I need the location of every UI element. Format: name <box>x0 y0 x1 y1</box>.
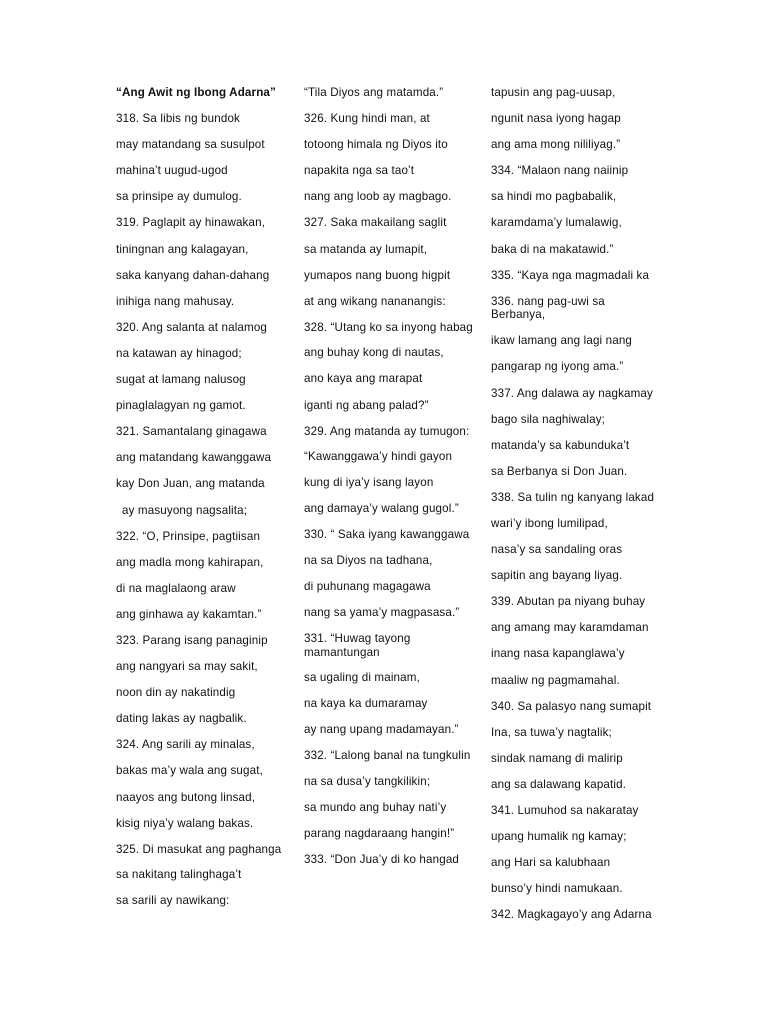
stanza-line: 342. Magkagayo’y ang Adarna <box>491 908 652 922</box>
stanza-line: di puhunang magagawa <box>304 580 431 593</box>
stanza-line: sa mundo ang buhay nati’y <box>304 801 447 815</box>
stanza-line: 325. Di masukat ang paghanga <box>116 842 282 856</box>
stanza-line: 335. “Kaya nga magmadali ka <box>491 268 650 282</box>
stanza-line: dating lakas ay nagbalik. <box>116 712 247 726</box>
stanza-line: ang damaya’y walang gugol.” <box>304 502 459 516</box>
stanza-line: ikaw lamang ang lagi nang <box>491 334 633 348</box>
stanza-line: 327. Saka makailang saglit <box>304 216 447 230</box>
stanza-line: ang Hari sa kalubhaan <box>491 856 611 870</box>
stanza-line: 331. “Huwag tayong mamantungan <box>304 632 411 659</box>
stanza-line: 341. Lumuhod sa nakaratay <box>491 804 639 818</box>
stanza-line: matanda’y sa kabunduka’t <box>491 438 630 452</box>
stanza-line: naayos ang butong linsad, <box>116 790 256 804</box>
stanza-line: sa Berbanya si Don Juan. <box>491 464 628 478</box>
stanza-line: napakita nga sa tao’t <box>304 164 415 178</box>
stanza-line: ano kaya ang marapat <box>304 372 423 386</box>
stanza-line: ang amang may karamdaman <box>491 621 649 635</box>
stanza-line: maaliw ng pagmamahal. <box>491 673 620 687</box>
stanza-line: ang ginhawa ay kakamtan.” <box>116 607 262 621</box>
stanza-line: kung di iya’y isang layon <box>304 476 434 490</box>
stanza-line: kisig niya’y walang bakas. <box>116 816 254 830</box>
stanza-line: sapitin ang bayang liyag. <box>491 569 623 583</box>
stanza-line: nang ang loob ay magbago. <box>304 190 452 204</box>
stanza-line: ang sa dalawang kapatid. <box>491 777 627 791</box>
stanza-line: sa matanda ay lumapit, <box>304 242 428 256</box>
stanza-line: at ang wikang nananangis: <box>304 294 446 308</box>
stanza-line: ay masuyong nagsalita; <box>122 503 248 517</box>
stanza-line: ang ama mong nililiyag.” <box>491 138 621 152</box>
stanza-line: ang matandang kawanggawa <box>116 451 272 465</box>
stanza-line: karamdama’y lumalawig, <box>491 216 622 230</box>
stanza-line: 338. Sa tulin ng kanyang lakad <box>491 490 655 504</box>
stanza-line: totoong himala ng Diyos ito <box>304 138 448 152</box>
stanza-line: “Kawanggawa’y hindi gayon <box>304 450 453 464</box>
stanza-line: sa prinsipe ay dumulog. <box>116 190 242 204</box>
stanza-line: wari’y ibong lumilipad, <box>491 517 608 530</box>
stanza-line: yumapos nang buong higpit <box>304 268 451 282</box>
stanza-line: ang nangyari sa may sakit, <box>116 660 258 674</box>
stanza-line: pinaglalagyan ng gamot. <box>116 399 246 413</box>
stanza-line: 336. nang pag-uwi sa Berbanya, <box>491 294 605 322</box>
stanza-line: Ina, sa tuwa’y nagtalik; <box>491 725 612 739</box>
document-title: “Ang Awit ng Ibong Adarna” <box>116 86 276 99</box>
stanza-line: kay Don Juan, ang matanda <box>116 477 265 491</box>
stanza-line: 320. Ang salanta at nalamog <box>116 320 268 334</box>
stanza-line: bunso’y hindi namukaan. <box>491 882 623 896</box>
stanza-line: 332. “Lalong banal na tungkulin <box>304 749 471 763</box>
stanza-line: bakas ma’y wala ang sugat, <box>116 764 263 778</box>
stanza-line: ngunit nasa iyong hagap <box>491 112 621 126</box>
stanza-line: na katawan ay hinagod; <box>116 346 242 360</box>
text-column-3 <box>491 86 661 935</box>
stanza-line: noon din ay nakatindig <box>116 686 236 700</box>
stanza-line: na sa dusa’y tangkilikin; <box>304 774 431 788</box>
stanza-line: sa ugaling di mainam, <box>304 671 420 685</box>
stanza-line: iganti ng abang palad?” <box>304 398 429 412</box>
stanza-line: tapusin ang pag-uusap, <box>491 86 616 99</box>
stanza-line: may matandang sa susulpot <box>116 138 265 152</box>
stanza-line: na kaya ka dumaramay <box>304 697 428 711</box>
stanza-line: mahina’t uugud-ugod <box>116 164 228 178</box>
stanza-line: pangarap ng iyong ama.” <box>491 360 624 374</box>
stanza-line: nang sa yama’y magpasasa.” <box>304 606 460 620</box>
stanza-line: 337. Ang dalawa ay nagkamay <box>491 386 653 400</box>
stanza-line: inihiga nang mahusay. <box>116 294 235 308</box>
stanza-line: 323. Parang isang panaginip <box>116 633 268 647</box>
stanza-line: ang madla mong kahirapan, <box>116 555 264 569</box>
stanza-line: upang humalik ng kamay; <box>491 830 627 844</box>
stanza-line: di na maglalaong araw <box>116 581 236 595</box>
stanza-line: ang buhay kong di nautas, <box>304 346 444 360</box>
stanza-line: sa sarili ay nawikang: <box>116 894 230 908</box>
stanza-line: 318. Sa libis ng bundok <box>116 112 240 126</box>
stanza-line: “Tila Diyos ang matamda.” <box>304 86 444 99</box>
stanza-line: 334. “Malaon nang naiinip <box>491 164 629 178</box>
stanza-line: 339. Abutan pa niyang buhay <box>491 595 646 609</box>
stanza-line: 321. Samantalang ginagawa <box>116 425 267 439</box>
stanza-line: inang nasa kapanglawa’y <box>491 647 625 661</box>
stanza-line: 328. “Utang ko sa inyong habag <box>304 320 473 334</box>
stanza-line: 326. Kung hindi man, at <box>304 112 430 126</box>
stanza-line: saka kanyang dahan-dahang <box>116 268 270 282</box>
stanza-line: 319. Paglapit ay hinawakan, <box>116 216 266 230</box>
stanza-line: 340. Sa palasyo nang sumapit <box>491 699 652 713</box>
stanza-line: sindak namang di malirip <box>491 751 623 765</box>
stanza-line: 324. Ang sarili ay minalas, <box>116 738 255 752</box>
text-column-1 <box>116 86 286 920</box>
text-column-2 <box>304 86 474 879</box>
stanza-line: 322. “O, Prinsipe, pagtiisan <box>116 529 261 543</box>
stanza-line: nasa’y sa sandaling oras <box>491 543 623 557</box>
stanza-line: tiningnan ang kalagayan, <box>116 242 249 256</box>
stanza-line: parang nagdaraang hangin!” <box>304 827 455 841</box>
stanza-line: 329. Ang matanda ay tumugon: <box>304 424 470 438</box>
stanza-line: 330. “ Saka iyang kawanggawa <box>304 528 470 542</box>
stanza-line: sa hindi mo pagbabalik, <box>491 190 617 204</box>
stanza-line: na sa Diyos na tadhana, <box>304 553 433 567</box>
stanza-line: sugat at lamang nalusog <box>116 373 246 387</box>
stanza-line: ay nang upang madamayan.” <box>304 723 459 737</box>
stanza-line: sa nakitang talinghaga’t <box>116 868 242 882</box>
stanza-line: bago sila naghiwalay; <box>491 412 606 426</box>
stanza-line: 333. “Don Jua’y di ko hangad <box>304 853 460 867</box>
stanza-line: baka di na makatawid.” <box>491 242 614 256</box>
